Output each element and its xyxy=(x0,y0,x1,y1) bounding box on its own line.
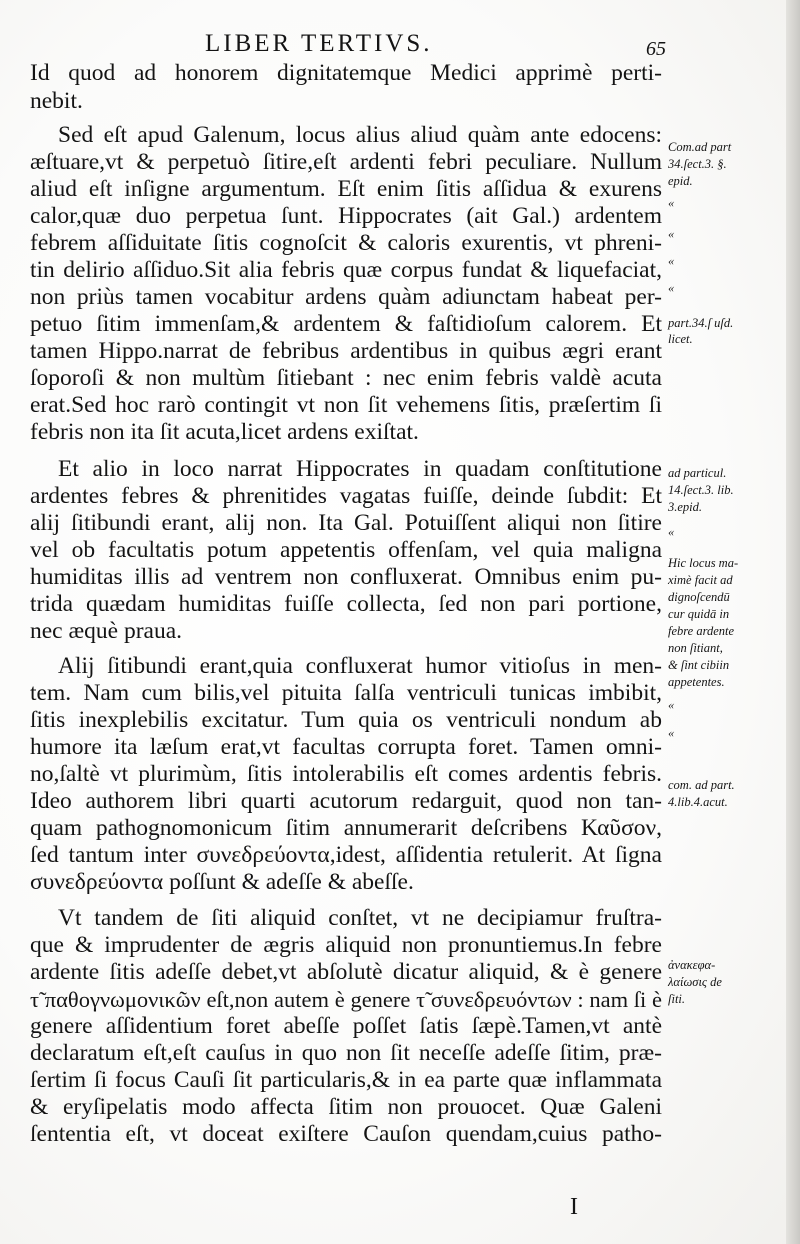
text-line: nebit. xyxy=(30,88,83,114)
page-number: 65 xyxy=(646,38,666,60)
text-line: febris non ita ſit acuta,licet ardens exiſtat. xyxy=(30,419,419,445)
text-line: tamen Hippo.narrat de febribus ardentibus in quibus ægri erant xyxy=(30,338,662,364)
margin-note: 34.ſect.3. §. xyxy=(668,157,727,171)
margin-note: ad particul. xyxy=(668,466,727,480)
text-line: febrem aſſiduitate ſitis cognoſcit & caloris exurentis, vt phreni- xyxy=(30,230,662,256)
text-line: humiditas illis ad ventrem non confluxerat. Omnibus enim pu- xyxy=(30,564,662,590)
text-line: Ideo authorem libri quarti acutorum redarguit, quod non tan- xyxy=(30,788,662,814)
margin-note: cur quidā in xyxy=(668,607,730,621)
margin-note: 4.lib.4.acut. xyxy=(668,795,728,809)
text-line: Sed eſt apud Galenum, locus alius aliud quàm ante edocens: xyxy=(58,122,662,148)
page-gutter xyxy=(786,0,800,1244)
text-line: ſed tantum inter συνεδρεύοντα,idest, aſſidentia retulerit. At ſigna xyxy=(30,842,662,868)
text-line: ardentes febres & phrenitides vagatas fuiſſe, deinde ſubdit: Et xyxy=(30,483,662,509)
text-line: vel ob facultatis potum appetentis offenſam, vel quia maligna xyxy=(30,537,662,563)
catchword: I xyxy=(570,1194,578,1220)
text-line: aliud eſt inſigne argumentum. Eſt enim ſitis aſſidua & exurens xyxy=(30,176,662,202)
margin-note: 3.epid. xyxy=(668,500,703,514)
margin-note: & ſint cibiin xyxy=(668,658,730,672)
text-line: non priùs tamen vocabitur ardens quàm adiunctam habeat per- xyxy=(30,284,662,310)
text-line: erat.Sed hoc rarò contingit vt non ſit vehemens ſitis, præſertim ſi xyxy=(30,392,662,418)
text-line: ſertim ſi focus Cauſi ſit particularis,& in ea parte quæ inflammata xyxy=(30,1067,662,1093)
margin-note: febre ardente xyxy=(668,624,735,638)
margin-note: « xyxy=(668,227,675,241)
margin-note: « xyxy=(668,281,675,295)
text-line: Alij ſitibundi erant,quia confluxerat humor vitioſus in men- xyxy=(58,653,662,679)
text-line: nec æquè praua. xyxy=(30,618,183,644)
margin-note: part.34.ſ uſd. xyxy=(668,316,734,330)
text-line: ſententia eſt, vt doceat exiſtere Cauſon quendam,cuius patho- xyxy=(30,1121,662,1147)
margin-note: « xyxy=(668,254,675,268)
text-line: humore ita læſum erat,vt facultas corrupta foret. Tamen omni- xyxy=(30,734,662,760)
text-line: declaratum eſt,eſt cauſus in quo non ſit neceſſe adeſſe ſitim, præ- xyxy=(30,1040,662,1066)
text-line: tem. Nam cum bilis,vel pituita ſalſa ventriculi tunicas imbibit, xyxy=(30,680,662,706)
text-line: Et alio in loco narrat Hippocrates in quadam conſtitutione xyxy=(58,456,662,482)
running-head: LIBER TERTIVS. xyxy=(205,30,433,57)
margin-note: licet. xyxy=(668,332,693,346)
text-line: æſtuare,vt & perpetuò ſitire,eſt ardenti febri peculiare. Nullum xyxy=(30,149,662,175)
text-line: quam pathognomonicum ſitim annumerarit deſcribens Καῦσον, xyxy=(30,815,662,841)
margin-note: « xyxy=(668,726,675,740)
margin-note: ximè facit ad xyxy=(668,573,733,587)
margin-note: com. ad part. xyxy=(668,778,735,792)
margin-note: « xyxy=(668,525,675,539)
margin-note: « xyxy=(668,698,675,712)
text-line: Vt tandem de ſiti aliquid conſtet, vt ne decipiamur fruſtra- xyxy=(58,905,662,931)
text-line: no,ſaltè vt plurimùm, ſitis intolerabilis eſt comes ardentis febris. xyxy=(30,761,662,787)
text-line: συνεδρεύοντα poſſunt & adeſſe & abeſſe. xyxy=(30,869,414,895)
margin-note: epid. xyxy=(668,174,693,188)
text-line: alij ſitibundi erant, alij non. Ita Gal. Potuiſſent aliqui non ſitire xyxy=(30,510,662,536)
margin-note: dignoſcendū xyxy=(668,590,730,604)
text-line: Id quod ad honorem dignitatemque Medici apprimè perti- xyxy=(30,60,662,86)
margin-note: λαίωσις de xyxy=(668,975,722,989)
text-line: calor,quæ duo perpetua ſunt. Hippocrates (ait Gal.) ardentem xyxy=(30,203,662,229)
text-line: ſitis inexplebilis excitatur. Tum quia os ventriculi nondum ab xyxy=(30,707,662,733)
text-line: que & imprudenter de ægris aliquid non pronuntiemus.In febre xyxy=(30,932,662,958)
margin-note: Hic locus ma- xyxy=(668,556,739,570)
text-line: & eryſipelatis modo affecta ſitim non prouocet. Quæ Galeni xyxy=(30,1094,662,1120)
text-line: ardente ſitis adeſſe debet,vt abſolutè dicatur aliquid, & è genere xyxy=(30,959,662,985)
margin-note: « xyxy=(668,196,675,210)
text-line: petuo ſitim immenſam,& ardentem & faſtidioſum calorem. Et xyxy=(30,311,662,337)
margin-note: ἀνακεφα- xyxy=(668,958,716,972)
text-line: ſoporoſi & non multùm ſitiebant : nec enim febris valdè acuta xyxy=(30,365,662,391)
margin-note: non ſitiant, xyxy=(668,641,723,655)
margin-note: ſiti. xyxy=(668,992,686,1006)
margin-note: appetentes. xyxy=(668,675,725,689)
margin-note: 14.ſect.3. lib. xyxy=(668,483,734,497)
margin-note: Com.ad part xyxy=(668,140,732,154)
text-line: tin delirio aſſiduo.Sit alia febris quæ corpus fundat & liquefaciat, xyxy=(30,257,662,283)
text-line: τ̃ παθογνωμονικῶν eſt,non autem è genere τ̃ συνεδρευόντων : nam ſi è xyxy=(30,987,662,1012)
text-line: trida quædam humiditas fuiſſe collecta, ſed non pari portione, xyxy=(30,591,662,617)
text-line: genere aſſidentium foret abeſſe poſſet ſatis ſæpè.Tamen,vt antè xyxy=(30,1013,662,1039)
